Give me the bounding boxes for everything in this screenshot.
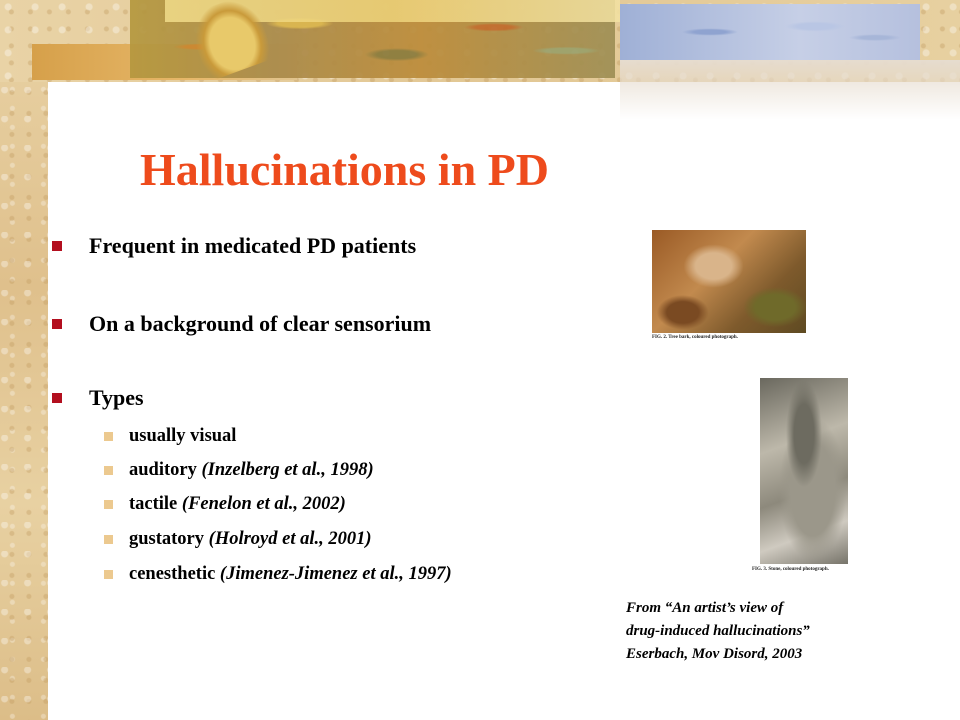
source-citation [626, 597, 926, 666]
sub-bullet-text: usually visual [129, 426, 237, 446]
sub-bullet-item [129, 424, 499, 448]
tree-bark-photo [652, 230, 806, 333]
sub-bullet-marker [104, 466, 113, 475]
source-line: Eserbach, Mov Disord, 2003 [626, 646, 803, 662]
citation: (Holroyd et al., 2001) [208, 529, 372, 549]
sub-bullet-marker [104, 570, 113, 579]
sub-bullet-item [129, 458, 499, 482]
citation: (Fenelon et al., 2002) [181, 494, 346, 514]
blue-leaf-banner [620, 4, 920, 60]
citation: (Jimenez-Jimenez et al., 1997) [219, 564, 452, 584]
citation: (Inzelberg et al., 1998) [201, 460, 374, 480]
bullet-marker [52, 241, 62, 251]
stone-photo [760, 378, 848, 564]
sub-bullet-text: gustatory [129, 529, 209, 549]
bullet-text: On a background of clear sensorium [89, 311, 432, 336]
sub-bullet-marker [104, 535, 113, 544]
banner-fade [620, 60, 960, 120]
sub-bullet-marker [104, 432, 113, 441]
figure-caption: FIG. 3. Stone, coloured photograph. [752, 567, 829, 572]
bullet-item [89, 232, 489, 259]
sub-bullet-item [129, 562, 499, 586]
bullet-text: Frequent in medicated PD patients [89, 233, 417, 258]
bullet-marker [52, 319, 62, 329]
sub-bullet-text: cenesthetic [129, 564, 220, 584]
source-line: drug-induced hallucinations” [626, 623, 810, 639]
sub-bullet-item [129, 527, 499, 551]
bullet-item [89, 310, 489, 337]
source-line: From “An artist’s view of [626, 600, 784, 616]
bullet-marker [52, 393, 62, 403]
sub-bullet-item [129, 492, 499, 516]
figure-caption: FIG. 2. Tree bark, coloured photograph. [652, 335, 738, 340]
slide-title: Hallucinations in PD [140, 144, 549, 195]
sub-bullet-text: auditory [129, 460, 202, 480]
sub-bullet-text: tactile [129, 494, 182, 514]
paper-texture-left [0, 0, 48, 720]
sub-bullet-marker [104, 500, 113, 509]
bullet-text: Types [89, 385, 144, 410]
bullet-item [89, 384, 489, 411]
